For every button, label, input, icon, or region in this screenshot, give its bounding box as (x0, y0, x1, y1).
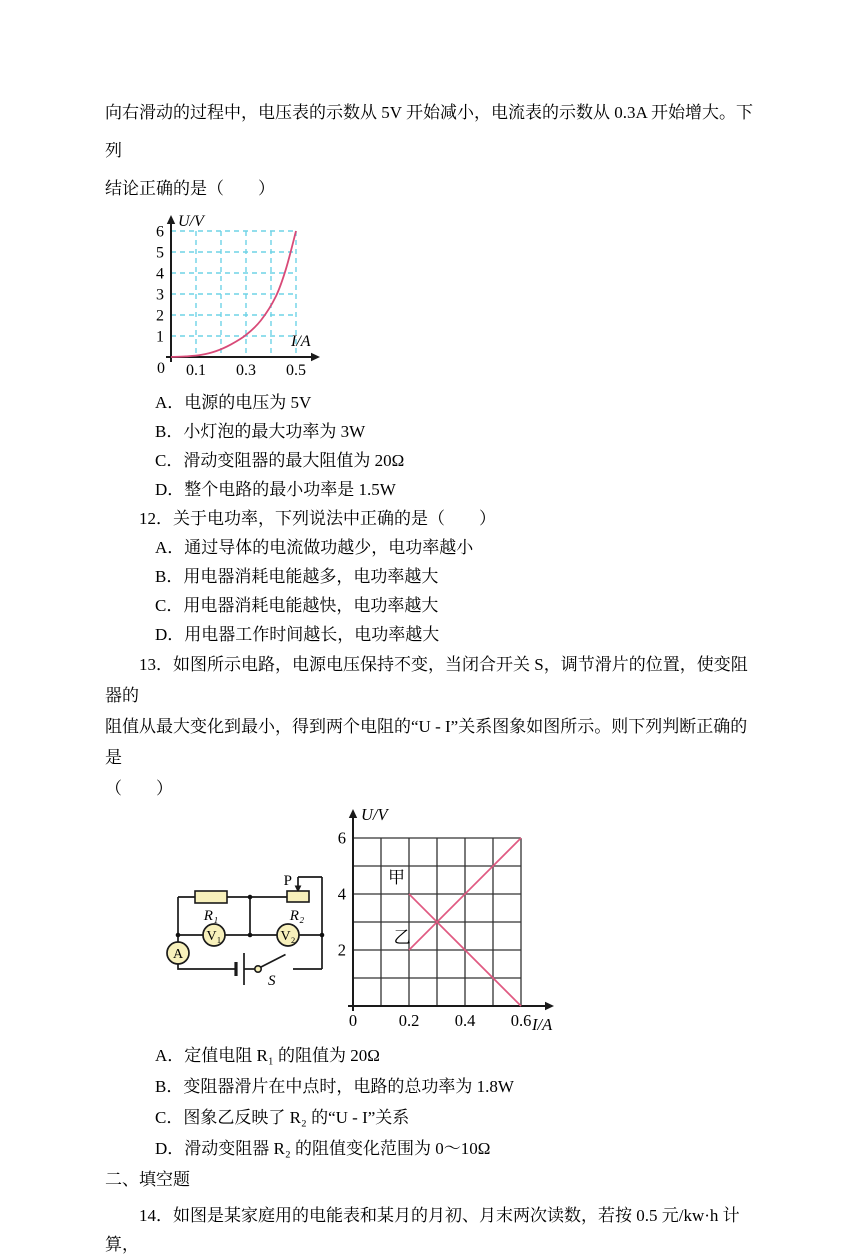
q13-intro-line2: 阻值从最大变化到最小，得到两个电阻的“U - I”关系图象如图所示。则下列判断正确的是 (105, 717, 748, 767)
svg-text:0.5: 0.5 (286, 362, 306, 379)
svg-text:0.1: 0.1 (186, 362, 206, 379)
svg-text:0: 0 (157, 360, 165, 377)
left-wire-lower (178, 964, 236, 969)
rheostat-r2-label: R₂ (289, 908, 305, 924)
resistor-r1-label: R₁ (203, 908, 219, 924)
q13-intro-line3: （ ） (105, 779, 173, 798)
svg-text:乙: 乙 (393, 928, 411, 947)
q13-option-d: D．滑动变阻器 R₂ 的阻值变化范围为 0～10Ω (155, 1139, 491, 1158)
junction-dot (248, 933, 253, 938)
q11-option-c: C．滑动变阻器的最大阻值为 20Ω (155, 451, 405, 470)
q12-stem: 12．关于电功率，下列说法中正确的是（ ） (139, 509, 496, 528)
u-i-chart-two-resistors (318, 804, 564, 1045)
svg-text:6: 6 (156, 223, 164, 241)
svg-text:2: 2 (156, 307, 164, 325)
q13-option-a: A．定值电阻 R₁ 的阻值为 20Ω (155, 1046, 380, 1065)
svg-text:I/A: I/A (291, 333, 311, 350)
q13-intro-line1: 13．如图所示电路，电源电压保持不变，当闭合开关 S，调节滑片的位置，使变阻器的 (105, 655, 748, 705)
junction-dot (248, 895, 253, 900)
svg-text:2: 2 (337, 940, 346, 960)
voltmeter-v2-label: V₂ (280, 929, 296, 944)
svg-text:甲: 甲 (388, 867, 405, 887)
svg-text:I/A: I/A (532, 1015, 553, 1034)
q11-intro-line1: 向右滑动的过程中，电压表的示数从 5V 开始减小，电流表的示数从 0.3A 开始增大。下列 (105, 103, 754, 160)
q11-option-a: A．电源的电压为 5V (155, 393, 312, 412)
svg-text:6: 6 (337, 828, 346, 848)
switch-lever (261, 955, 286, 968)
q14-stem: 14．如图是某家庭用的电能表和某月的月初、月末两次读数，若按 0.5 元/kw·h 计算， (105, 1206, 740, 1254)
svg-text:5: 5 (156, 244, 164, 262)
q13-option-b: B．变阻器滑片在中点时，电路的总功率为 1.8W (155, 1077, 514, 1096)
svg-text:0.3: 0.3 (236, 362, 256, 379)
switch-s-label: S (268, 973, 276, 989)
svg-text:0.4: 0.4 (454, 1011, 476, 1030)
junction-dot (176, 933, 181, 938)
svg-text:1: 1 (156, 328, 164, 346)
svg-text:3: 3 (156, 286, 164, 304)
svg-text:0: 0 (348, 1011, 358, 1030)
svg-text:4: 4 (156, 265, 164, 283)
q12-option-c: C．用电器消耗电能越快，电功率越大 (155, 596, 439, 615)
switch-pivot (255, 966, 261, 972)
svg-text:U/V: U/V (361, 805, 388, 824)
q13-option-c: C．图象乙反映了 R₂ 的“U - I”关系 (155, 1108, 410, 1127)
q12-option-a: A．通过导体的电流做功越少，电功率越小 (155, 538, 474, 557)
voltmeter-v1-label: V₁ (206, 929, 222, 944)
ammeter-label: A (172, 947, 184, 962)
q12-option-b: B．用电器消耗电能越多，电功率越大 (155, 567, 439, 586)
rheostat-r2 (287, 891, 309, 902)
section2-heading: 二、填空题 (105, 1170, 190, 1189)
q12-option-d: D．用电器工作时间越长，电功率越大 (155, 625, 440, 644)
svg-text:0.6: 0.6 (510, 1011, 532, 1030)
q11-intro-line2: 结论正确的是（ ） (105, 179, 275, 198)
svg-text:4: 4 (337, 884, 346, 904)
resistor-r1 (195, 891, 227, 903)
slider-p-label: P (283, 873, 292, 889)
u-i-chart-lamp (141, 212, 764, 388)
q11-option-d: D．整个电路的最小功率是 1.5W (155, 480, 396, 499)
svg-text:0.2: 0.2 (398, 1011, 420, 1030)
svg-text:U/V: U/V (178, 213, 204, 230)
q11-option-b: B．小灯泡的最大功率为 3W (155, 422, 366, 441)
q13-figure-row (105, 804, 764, 1040)
